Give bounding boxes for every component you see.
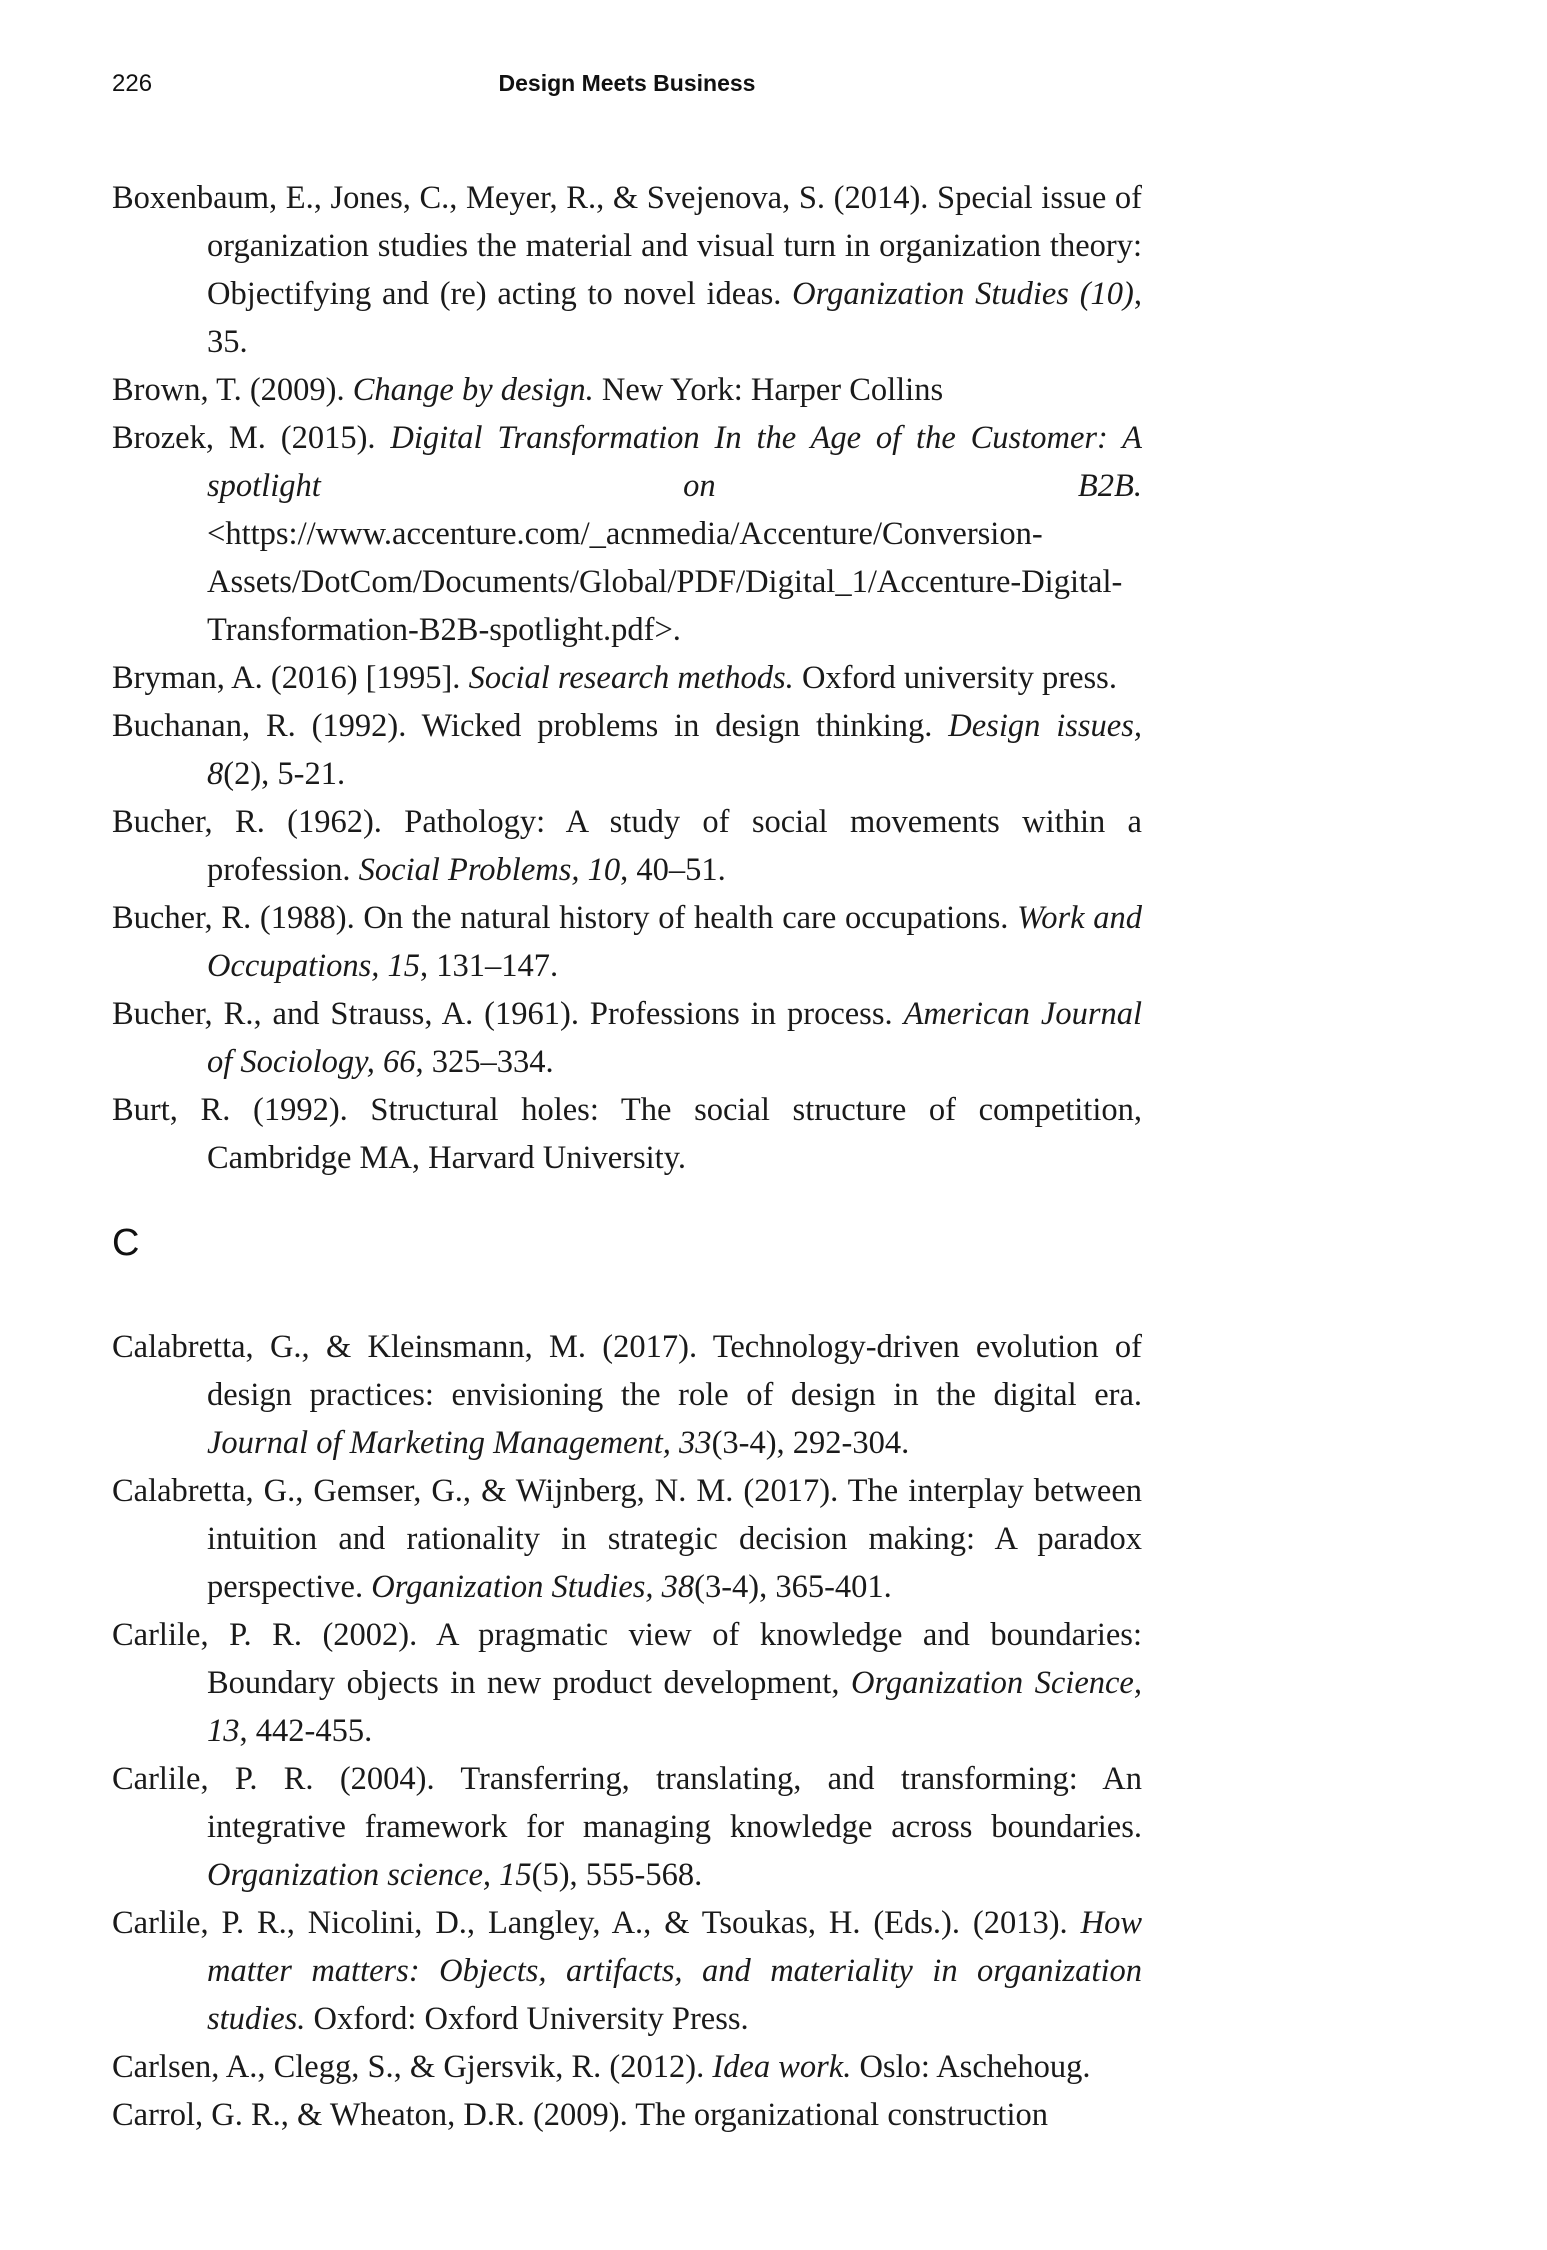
section-heading-c: C [112, 1222, 140, 1264]
page-header [112, 66, 1142, 106]
reference-entry: Boxenbaum, E., Jones, C., Meyer, R., & Svejenova, S. (2014). Special issue of organization studies the material and visual turn in organization theory: Objectifying and (re) acting to novel ideas. Organization Studies (10), 35. [112, 180, 1142, 360]
page-number: 226 [112, 70, 153, 97]
reference-entry: Brown, T. (2009). Change by design. New York: Harper Collins [112, 372, 944, 408]
reference-entry: Carlile, P. R., Nicolini, D., Langley, A., & Tsoukas, H. (Eds.). (2013). How matter matters: Objects, artifacts, and materiality in organization studies. Oxford: Oxford University Press. [112, 1905, 1142, 2037]
reference-entry: Burt, R. (1992). Structural holes: The social structure of competition, Cambridge MA, Harvard University. [112, 1092, 1142, 1176]
reference-entry: Brozek, M. (2015). Digital Transformation In the Age of the Customer: A spotlight on B2B. <https://www.accenture.com/_acnmedia/Accenture/Conversion-Assets/DotCom/Documents/Global/PDF/Digital_1/Accenture-Digital-Transformation-B2B-spotlight.pdf>. [112, 420, 1142, 648]
reference-entry: Calabretta, G., Gemser, G., & Wijnberg, N. M. (2017). The interplay between intuition and rationality in strategic decision making: A paradox perspective. Organization Studies, 38(3-4), 365-401. [112, 1473, 1142, 1605]
reference-list-c [112, 1323, 1142, 2139]
reference-entry: Bucher, R. (1962). Pathology: A study of social movements within a profession. Social Problems, 10, 40–51. [112, 804, 1142, 888]
reference-entry: Carlile, P. R. (2004). Transferring, translating, and transforming: An integrative framework for managing knowledge across boundaries. Organization science, 15(5), 555-568. [112, 1761, 1142, 1893]
reference-list-b [112, 174, 1142, 1182]
reference-entry: Carlile, P. R. (2002). A pragmatic view of knowledge and boundaries: Boundary objects in new product development, Organization Science, 13, 442-455. [112, 1617, 1142, 1749]
reference-entry: Bucher, R. (1988). On the natural history of health care occupations. Work and Occupations, 15, 131–147. [112, 900, 1142, 984]
reference-entry: Buchanan, R. (1992). Wicked problems in design thinking. Design issues, 8(2), 5-21. [112, 708, 1142, 792]
reference-entry: Carlsen, A., Clegg, S., & Gjersvik, R. (2012). Idea work. Oslo: Aschehoug. [112, 2049, 1091, 2085]
reference-entry: Carrol, G. R., & Wheaton, D.R. (2009). The organizational construction [112, 2097, 1048, 2133]
running-title: Design Meets Business [498, 70, 756, 96]
reference-entry: Bucher, R., and Strauss, A. (1961). Professions in process. American Journal of Sociology, 66, 325–334. [112, 996, 1142, 1080]
reference-entry: Calabretta, G., & Kleinsmann, M. (2017). Technology-driven evolution of design practices: envisioning the role of design in the digital era. Journal of Marketing Management, 33(3-4), 292-304. [112, 1329, 1142, 1461]
reference-entry: Bryman, A. (2016) [1995]. Social research methods. Oxford university press. [112, 660, 1117, 696]
